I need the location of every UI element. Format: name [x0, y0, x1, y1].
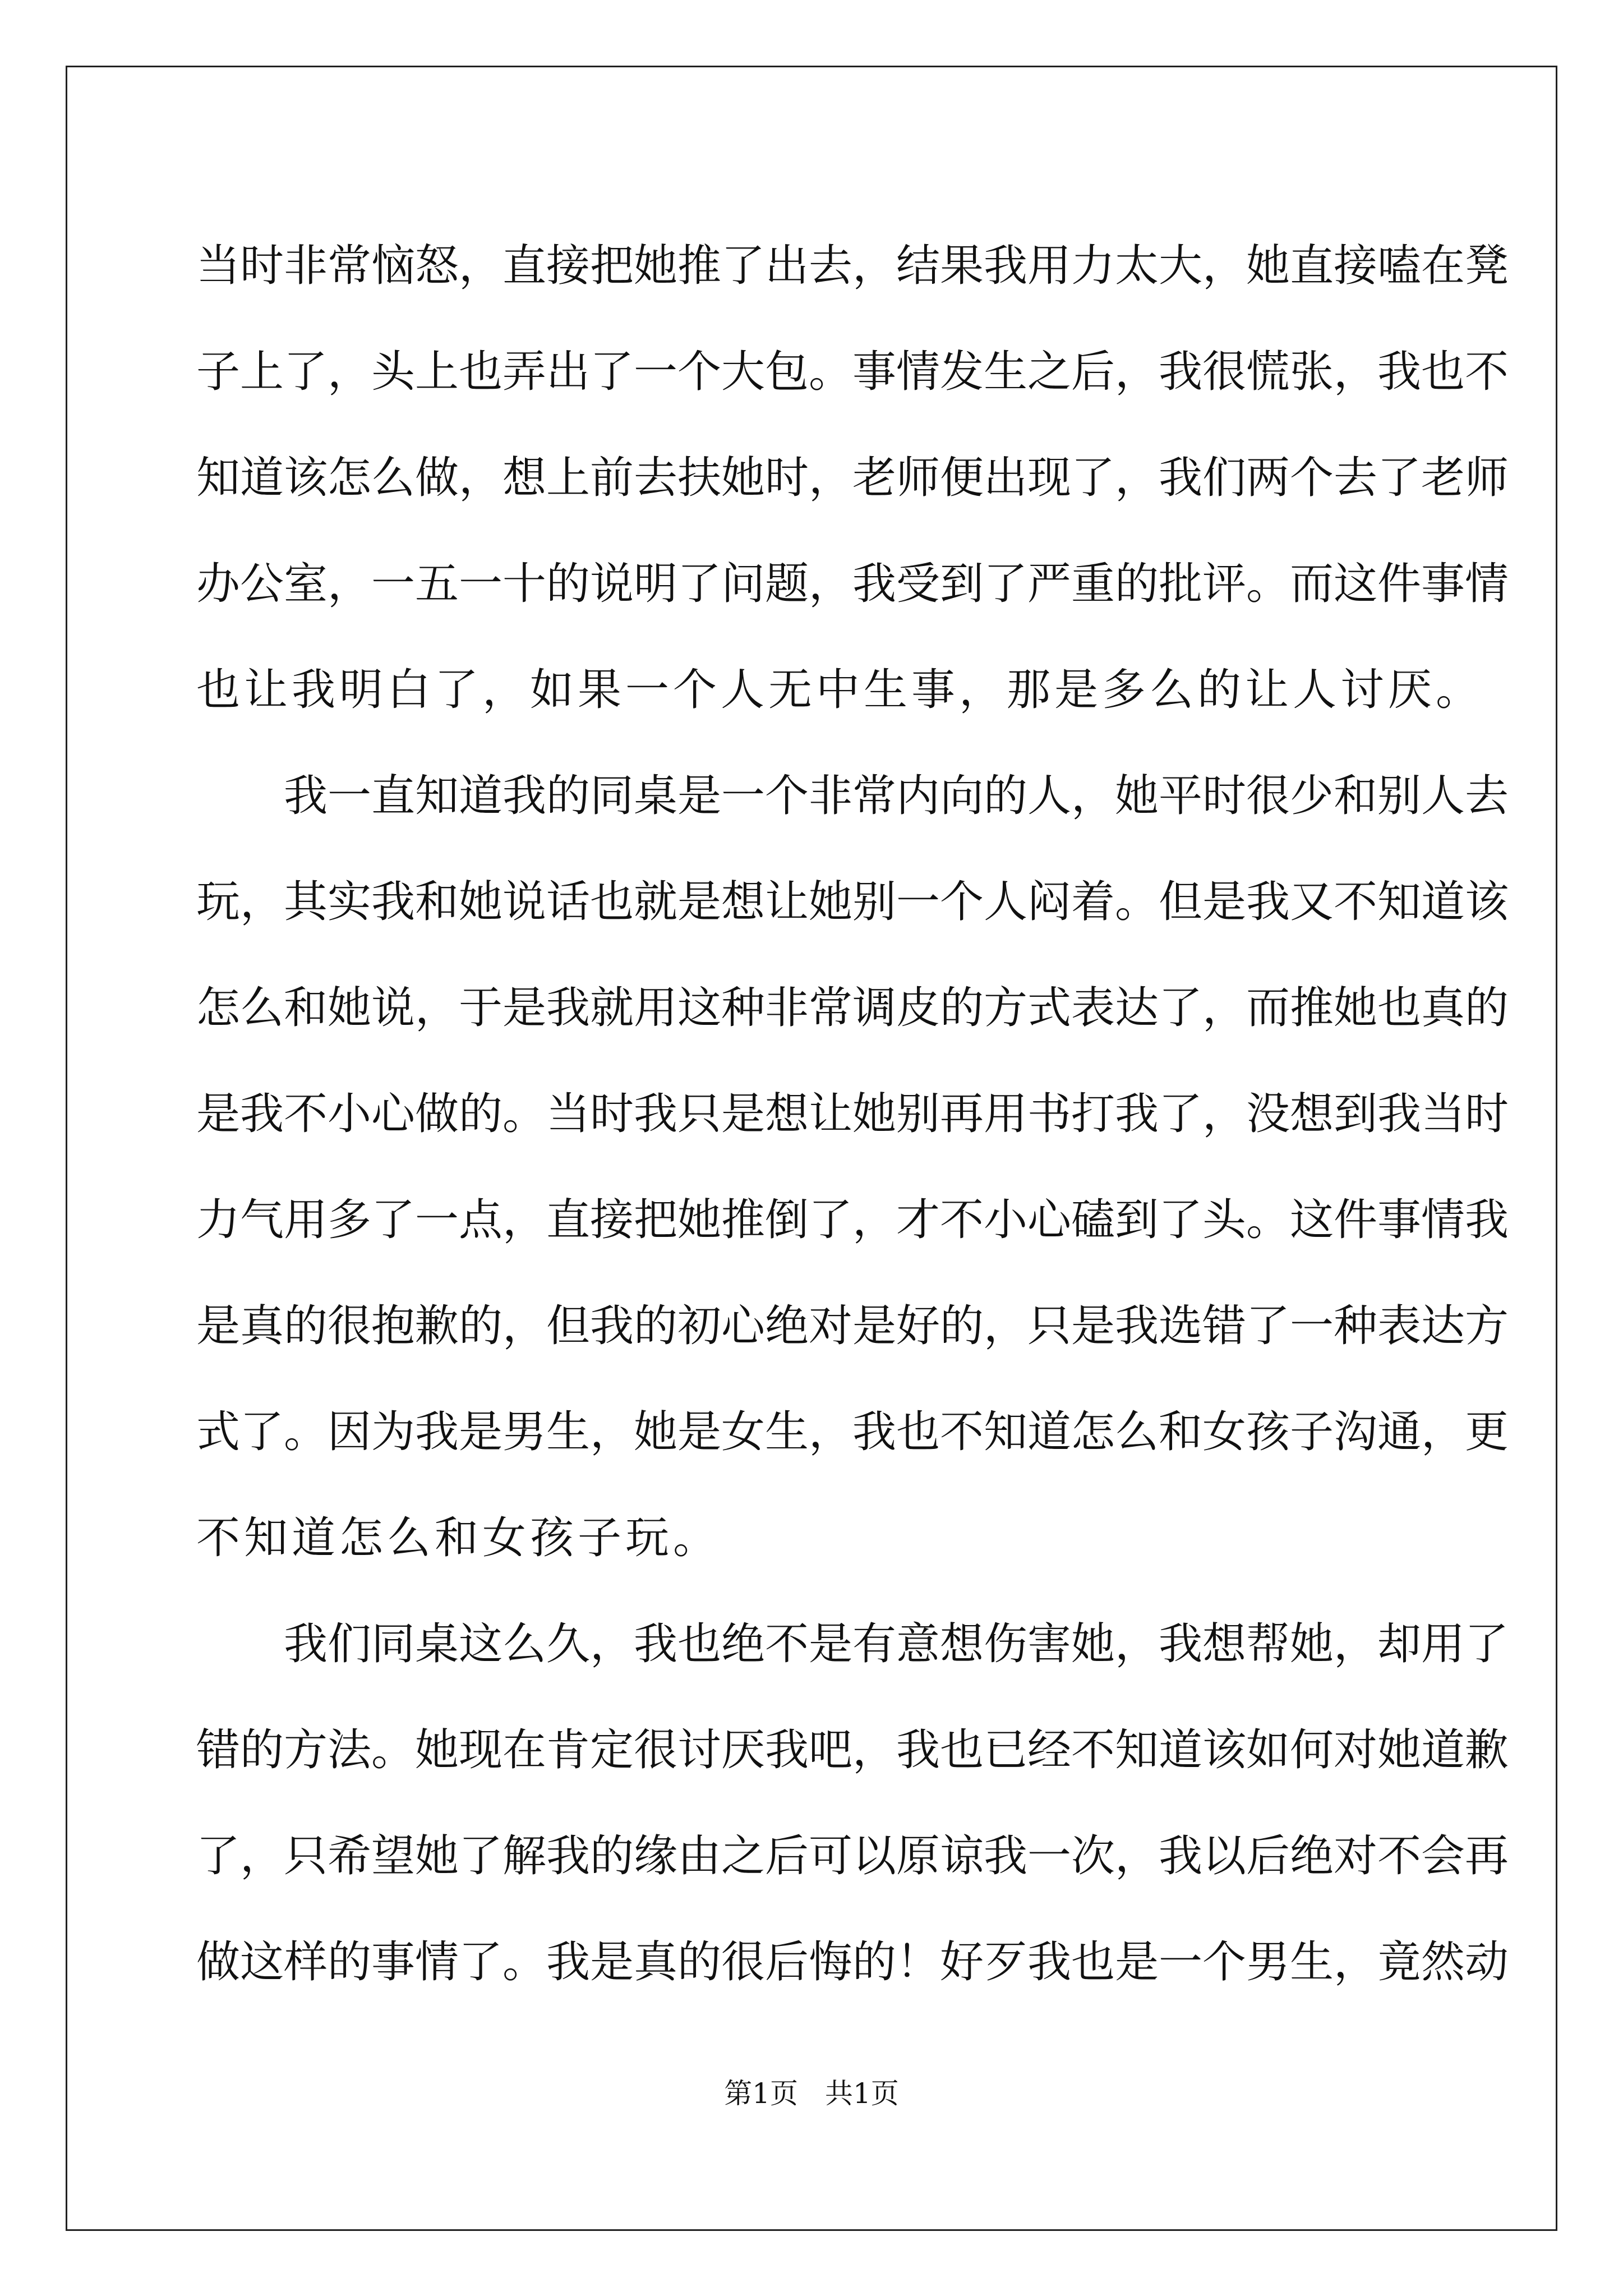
- text-line: 也让我明白了，如果一个人无中生事，那是多么的让人讨厌。: [196, 665, 1484, 715]
- text-line: 不知道怎么和女孩子玩。: [196, 1513, 721, 1563]
- text-line: 子上了，头上也弄出了一个大包。事情发生之后，我很慌张，我也不: [196, 347, 1509, 397]
- text-line: 怎么和她说，于是我就用这种非常调皮的方式表达了，而推她也真的: [196, 983, 1509, 1033]
- document-body: [196, 213, 1509, 2016]
- text-line: 做这样的事情了。我是真的很后悔的！好歹我也是一个男生，竟然动: [196, 1937, 1509, 1987]
- paragraph-first-line: 我一直知道我的同桌是一个非常内向的人，她平时很少和别人去: [284, 771, 1509, 821]
- page-total: 共1页: [825, 2077, 899, 2110]
- text-line: 玩，其实我和她说话也就是想让她别一个人闷着。但是我又不知道该: [196, 877, 1509, 927]
- text-line: 了，只希望她了解我的缘由之后可以原谅我一次，我以后绝对不会再: [196, 1831, 1509, 1881]
- text-line: 力气用多了一点，直接把她推倒了，才不小心磕到了头。这件事情我: [196, 1195, 1509, 1245]
- paragraph-first-line: 我们同桌这么久，我也绝不是有意想伤害她，我想帮她，却用了: [284, 1619, 1509, 1669]
- text-line: 办公室，一五一十的说明了问题，我受到了严重的批评。而这件事情: [196, 559, 1509, 609]
- text-line: 错的方法。她现在肯定很讨厌我吧，我也已经不知道该如何对她道歉: [196, 1725, 1509, 1775]
- text-line: 知道该怎么做，想上前去扶她时，老师便出现了，我们两个去了老师: [196, 453, 1509, 503]
- text-line: 是我不小心做的。当时我只是想让她别再用书打我了，没想到我当时: [196, 1089, 1509, 1139]
- text-line: 式了。因为我是男生，她是女生，我也不知道怎么和女孩子沟通，更: [196, 1407, 1509, 1457]
- text-line: 当时非常恼怒，直接把她推了出去，结果我用力太大，她直接嗑在凳: [196, 241, 1509, 291]
- page-number: 第1页: [724, 2077, 798, 2110]
- page-footer: [0, 2077, 1623, 2110]
- text-line: 是真的很抱歉的，但我的初心绝对是好的，只是我选错了一种表达方: [196, 1301, 1509, 1351]
